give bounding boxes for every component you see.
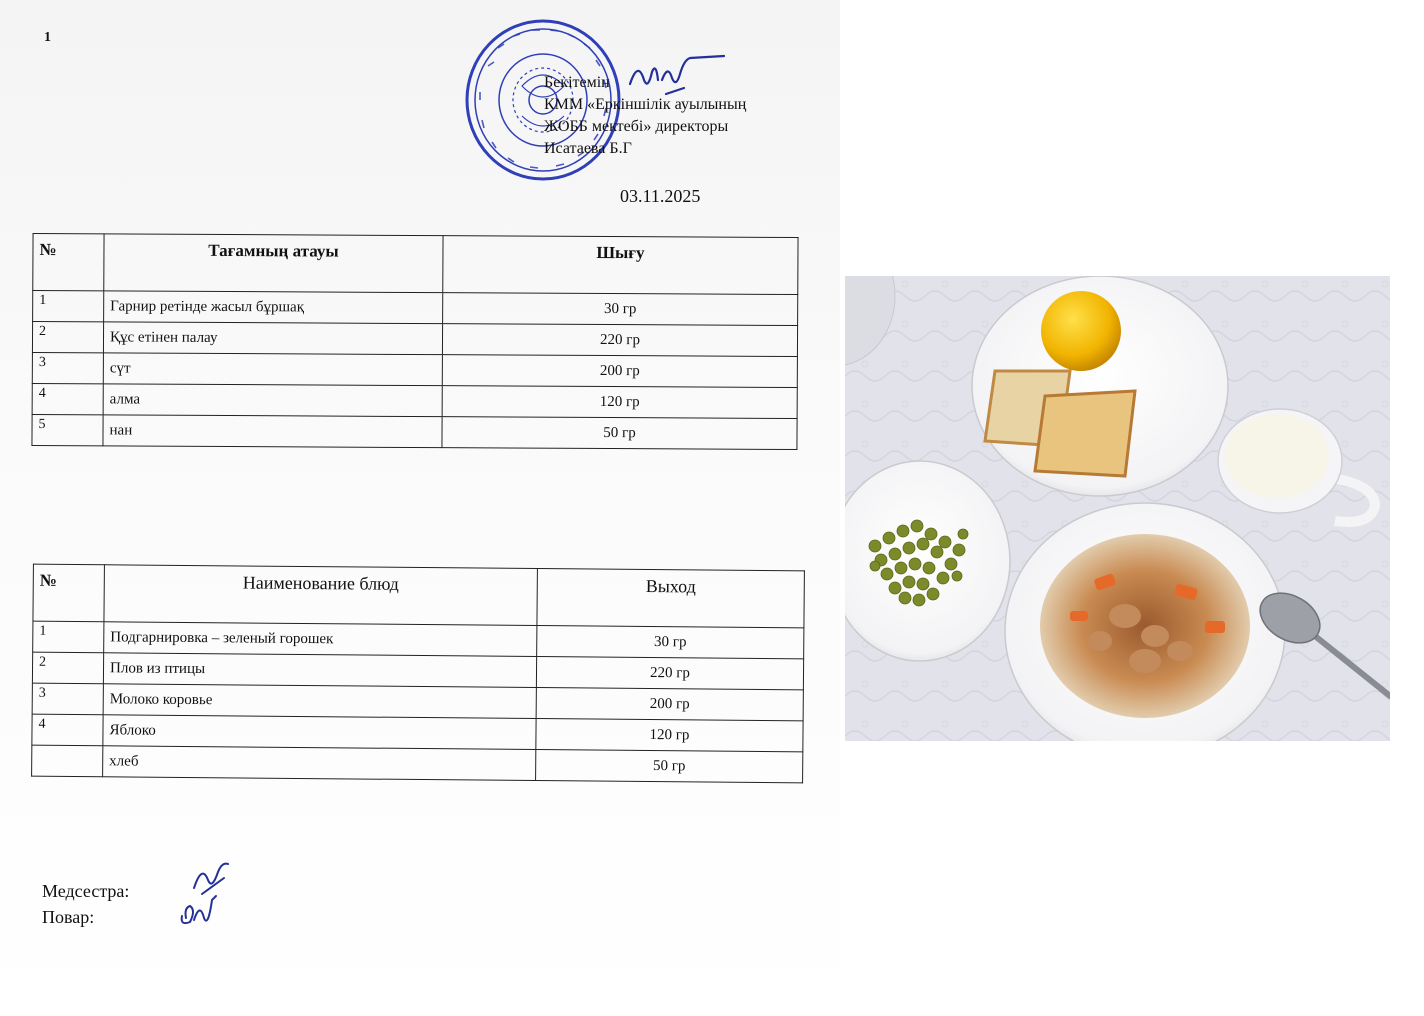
dish-name: Подгарнировка – зеленый горошек bbox=[104, 622, 537, 657]
column-header-dish: Наименование блюд bbox=[104, 565, 537, 626]
page-number: 1 bbox=[44, 30, 51, 45]
dish-name: Молоко коровье bbox=[103, 684, 536, 719]
table-row bbox=[32, 414, 797, 449]
table-row bbox=[32, 352, 797, 387]
milk bbox=[1225, 414, 1329, 498]
dish-name: нан bbox=[103, 415, 442, 448]
dish-output: 120 гр bbox=[536, 719, 803, 752]
table-header-row bbox=[33, 233, 798, 294]
dish-output: 30 гр bbox=[443, 293, 798, 326]
peas-bowl bbox=[845, 461, 1010, 661]
cook-signature bbox=[176, 892, 220, 932]
dish-output: 200 гр bbox=[536, 688, 803, 721]
table-row bbox=[33, 290, 798, 325]
menu-table-russian bbox=[31, 564, 805, 784]
menu-table-kazakh bbox=[31, 233, 798, 450]
table-row bbox=[32, 383, 797, 418]
approval-line: КММ «Еркіншілік ауылының bbox=[544, 96, 747, 113]
row-number: 1 bbox=[33, 290, 104, 321]
dish-name: Гарнир ретінде жасыл бұршақ bbox=[104, 291, 443, 324]
dish-name: Плов из птицы bbox=[103, 653, 536, 688]
row-number: 3 bbox=[32, 683, 103, 715]
cook-label: Повар: bbox=[42, 907, 95, 927]
row-number: 2 bbox=[32, 321, 103, 352]
dish-output: 30 гр bbox=[537, 626, 804, 659]
row-number: 4 bbox=[32, 383, 103, 414]
approval-line: Бекітемін bbox=[544, 74, 610, 91]
dish-output: 50 гр bbox=[442, 417, 797, 450]
dish-name: Құс етінен палау bbox=[103, 322, 442, 355]
row-number: 1 bbox=[33, 621, 104, 653]
dish-output: 200 гр bbox=[442, 355, 797, 388]
dish-name: сүт bbox=[103, 353, 442, 386]
column-header-number: № bbox=[33, 564, 104, 622]
approval-line: ЖОББ мектебі» директоры bbox=[544, 118, 729, 135]
dish-name: алма bbox=[103, 384, 442, 417]
menu-date: 03.11.2025 bbox=[620, 186, 701, 206]
apple bbox=[1041, 291, 1121, 371]
column-header-output: Шығу bbox=[443, 236, 798, 295]
table-row bbox=[32, 745, 803, 783]
column-header-output: Выход bbox=[537, 569, 804, 628]
dish-output: 120 гр bbox=[442, 386, 797, 419]
bread-slice bbox=[1035, 391, 1135, 476]
row-number: 5 bbox=[32, 414, 103, 445]
table-header-row bbox=[33, 564, 804, 628]
row-number: 4 bbox=[32, 714, 103, 746]
row-number: 3 bbox=[32, 352, 103, 383]
approval-block bbox=[544, 72, 746, 160]
meal-photo bbox=[845, 276, 1390, 741]
approval-line: Исатаева Б.Г bbox=[544, 140, 632, 157]
table-row bbox=[32, 321, 797, 356]
dish-output: 220 гр bbox=[442, 324, 797, 357]
dish-name: хлеб bbox=[103, 746, 536, 781]
column-header-dish: Тағамның атауы bbox=[104, 234, 443, 293]
dish-output: 220 гр bbox=[536, 657, 803, 690]
row-number bbox=[32, 745, 103, 777]
row-number: 2 bbox=[32, 652, 103, 684]
dish-output: 50 гр bbox=[536, 750, 803, 783]
signature-block bbox=[42, 878, 129, 930]
column-header-number: № bbox=[33, 233, 104, 290]
nurse-label: Медсестра: bbox=[42, 881, 130, 901]
dish-name: Яблоко bbox=[103, 715, 536, 750]
